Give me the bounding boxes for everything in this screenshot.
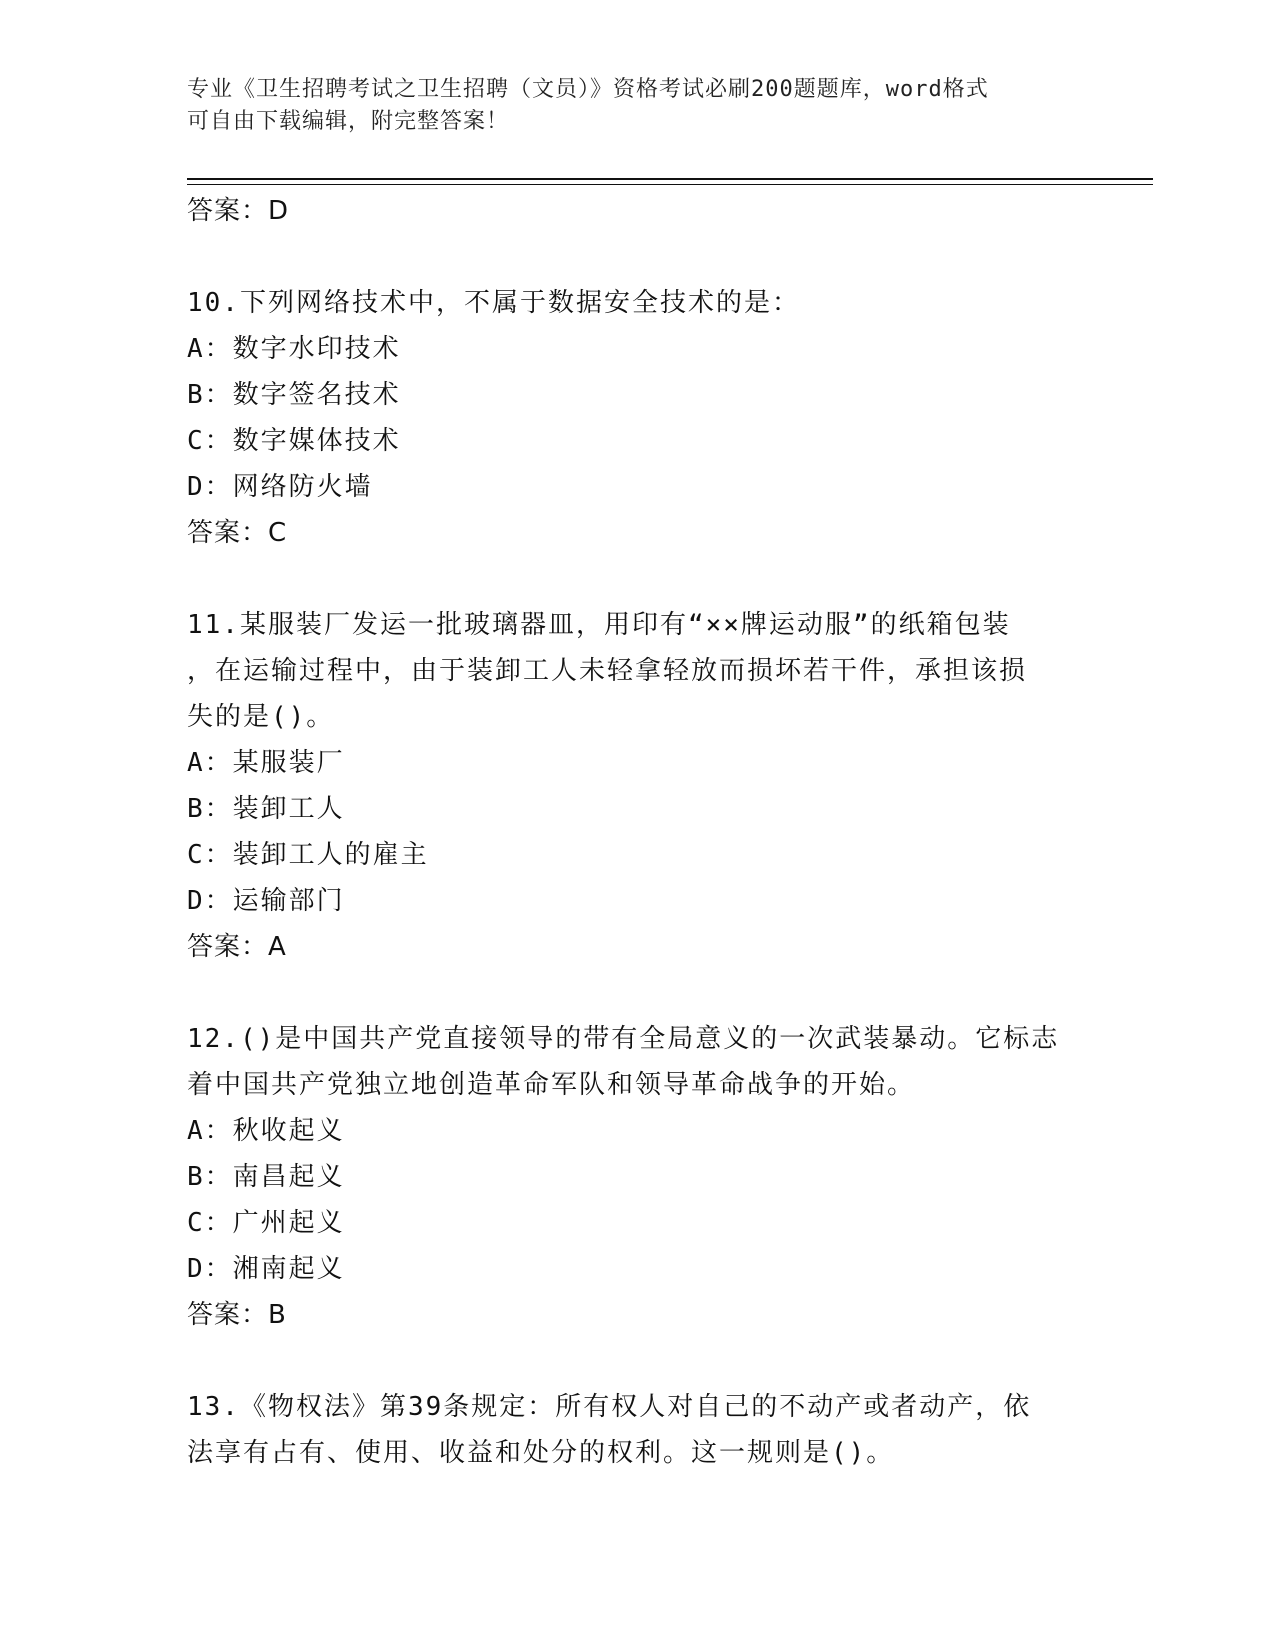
question-11 [187,602,1077,970]
option-d: D：网络防火墙 [187,472,373,502]
answer-line: 答案：B [187,1300,287,1330]
question-text-line: 着中国共产党独立地创造革命军队和领导革命战争的开始。 [187,1070,916,1100]
header-divider-thick [187,178,1153,180]
question-text-line: ，在运输过程中，由于装卸工人未轻拿轻放而损坏若干件，承担该损 [187,656,1028,686]
answer-line: 答案：A [187,932,287,962]
question-text-line: 失的是()。 [187,702,335,732]
option-b: B：南昌起义 [187,1162,345,1192]
question-list [187,188,1077,1476]
option-d: D：运输部门 [187,886,345,916]
question-text-line: 13.《物权法》第39条规定：所有权人对自己的不动产或者动产，依 [187,1392,1032,1422]
answer-line: 答案：D [187,196,290,226]
question-text-line: 11.某服装厂发运一批玻璃器皿，用印有“××牌运动服”的纸箱包装 [187,610,1011,640]
option-b: B：数字签名技术 [187,380,401,410]
option-a: A：某服装厂 [187,748,345,778]
option-c: C：装卸工人的雇主 [187,840,429,870]
header-line-2: 可自由下载编辑，附完整答案！ [187,109,510,134]
document-header [187,74,1067,138]
option-d: D：湘南起义 [187,1254,345,1284]
question-text-line: 12.()是中国共产党直接领导的带有全局意义的一次武装暴动。它标志 [187,1024,1060,1054]
option-a: A：秋收起义 [187,1116,345,1146]
question-text: 10.下列网络技术中，不属于数据安全技术的是： [187,288,800,318]
question-13 [187,1384,1077,1476]
question-12 [187,1016,1077,1338]
question-text-line: 法享有占有、使用、收益和处分的权利。这一规则是()。 [187,1438,895,1468]
header-line-1: 专业《卫生招聘考试之卫生招聘（文员）》资格考试必刷200题题库，word格式 [187,77,989,102]
header-divider-thin [187,184,1153,185]
option-c: C：广州起义 [187,1208,345,1238]
option-b: B：装卸工人 [187,794,345,824]
question-10 [187,280,1077,556]
option-a: A：数字水印技术 [187,334,401,364]
option-c: C：数字媒体技术 [187,426,401,456]
answer-line: 答案：C [187,518,288,548]
